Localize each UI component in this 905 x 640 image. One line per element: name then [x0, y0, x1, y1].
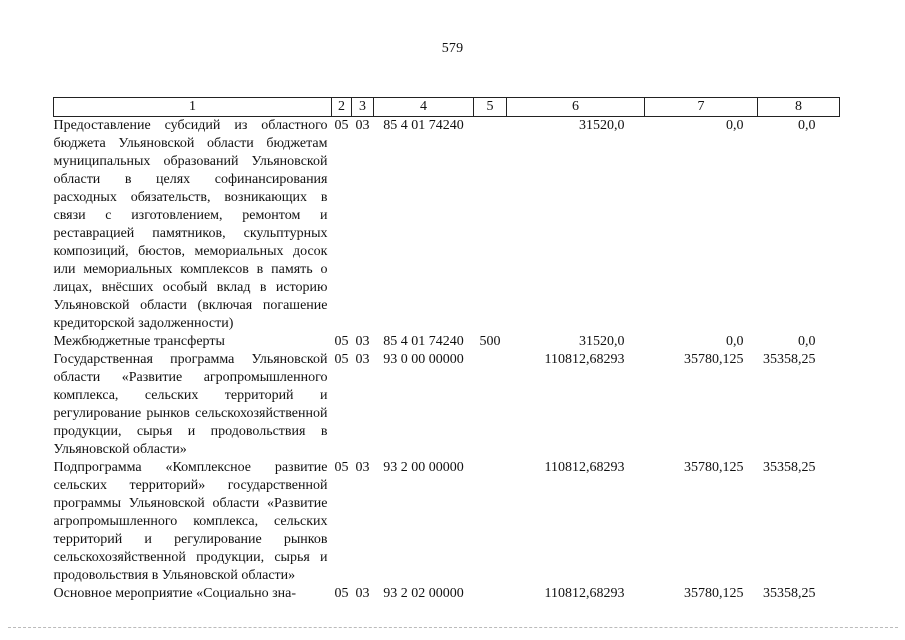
- header-col-8: 8: [758, 98, 840, 117]
- table-row: [54, 117, 840, 334]
- table-row: [54, 459, 840, 585]
- row-name: Межбюджетные трансферты: [53, 334, 225, 349]
- row-expense-type: [474, 459, 507, 585]
- row-amount-2: 35780,125: [684, 352, 744, 367]
- row-name: Основное мероприятие «Социально зна-: [53, 586, 297, 601]
- row-name: Государственная программа Ульяновской области «Развитие агропромышленного комплекса, сельских территорий и регулирование рынков сельскохозяйственной продукции, сырья и продовольствия в Ульяновской области»: [53, 352, 328, 457]
- row-section: 05: [334, 460, 349, 475]
- row-name: Предоставление субсидий из областного бюджета Ульяновской области бюджетам муниципальных образований Ульяновской области в целях софинансирования расходных обязательств, возникающих в связи с изготовлением, ремонтом и реставрацией памятников, скульптурных композиций, бюстов, мемориальных досок или мемориальных комплексов в память о лицах, внёсших особый вклад в историю Ульяновской области (включая погашение кредиторской задолженности): [53, 118, 328, 331]
- budget-table: [53, 97, 840, 603]
- row-section: 05: [334, 352, 349, 367]
- row-target-code: 93 0 00 00000: [383, 352, 464, 367]
- row-expense-type: 500: [479, 334, 501, 349]
- row-section: 05: [334, 334, 349, 349]
- header-col-4: 4: [374, 98, 474, 117]
- row-subsection: 03: [355, 586, 370, 601]
- row-subsection: 03: [355, 334, 370, 349]
- row-section: 05: [334, 586, 349, 601]
- row-amount-3: 0,0: [798, 118, 816, 133]
- row-amount-1: 31520,0: [579, 334, 625, 349]
- header-col-5: 5: [474, 98, 507, 117]
- header-col-1: 1: [54, 98, 332, 117]
- row-target-code: 93 2 00 00000: [383, 460, 464, 475]
- table-body: [54, 117, 840, 604]
- row-amount-2: 0,0: [726, 118, 744, 133]
- row-amount-1: 110812,68293: [544, 460, 625, 475]
- row-expense-type: [474, 351, 507, 459]
- row-amount-1: 31520,0: [579, 118, 625, 133]
- row-amount-2: 35780,125: [684, 586, 744, 601]
- row-target-code: 93 2 02 00000: [383, 586, 464, 601]
- table-row: [54, 333, 840, 351]
- row-target-code: 85 4 01 74240: [383, 118, 464, 133]
- row-subsection: 03: [355, 118, 370, 133]
- row-amount-3: 35358,25: [763, 460, 816, 475]
- header-col-6: 6: [507, 98, 645, 117]
- header-row: [54, 98, 840, 117]
- table-row: [54, 351, 840, 459]
- row-section: 05: [334, 118, 349, 133]
- row-amount-3: 35358,25: [763, 586, 816, 601]
- header-col-7: 7: [645, 98, 758, 117]
- row-name: Подпрограмма «Комплексное развитие сельских территорий» государственной программы Ульяновской области «Развитие агропромышленного комплекса, сельских территорий и регулирование рынков сельскохозяйственной продукции, сырья и продовольствия в Ульяновской области»: [53, 460, 328, 583]
- row-amount-2: 35780,125: [684, 460, 744, 475]
- row-amount-3: 35358,25: [763, 352, 816, 367]
- page-number: 579: [441, 41, 464, 56]
- row-expense-type: [474, 585, 507, 603]
- header-col-3: 3: [352, 98, 374, 117]
- row-expense-type: [474, 117, 507, 334]
- row-amount-1: 110812,68293: [544, 586, 625, 601]
- header-col-2: 2: [332, 98, 352, 117]
- row-amount-2: 0,0: [726, 334, 744, 349]
- row-amount-3: 0,0: [798, 334, 816, 349]
- table-row: [54, 585, 840, 603]
- row-subsection: 03: [355, 460, 370, 475]
- scan-bottom-edge: [8, 627, 898, 628]
- table-header: [54, 98, 840, 117]
- row-target-code: 85 4 01 74240: [383, 334, 464, 349]
- row-subsection: 03: [355, 352, 370, 367]
- row-amount-1: 110812,68293: [544, 352, 625, 367]
